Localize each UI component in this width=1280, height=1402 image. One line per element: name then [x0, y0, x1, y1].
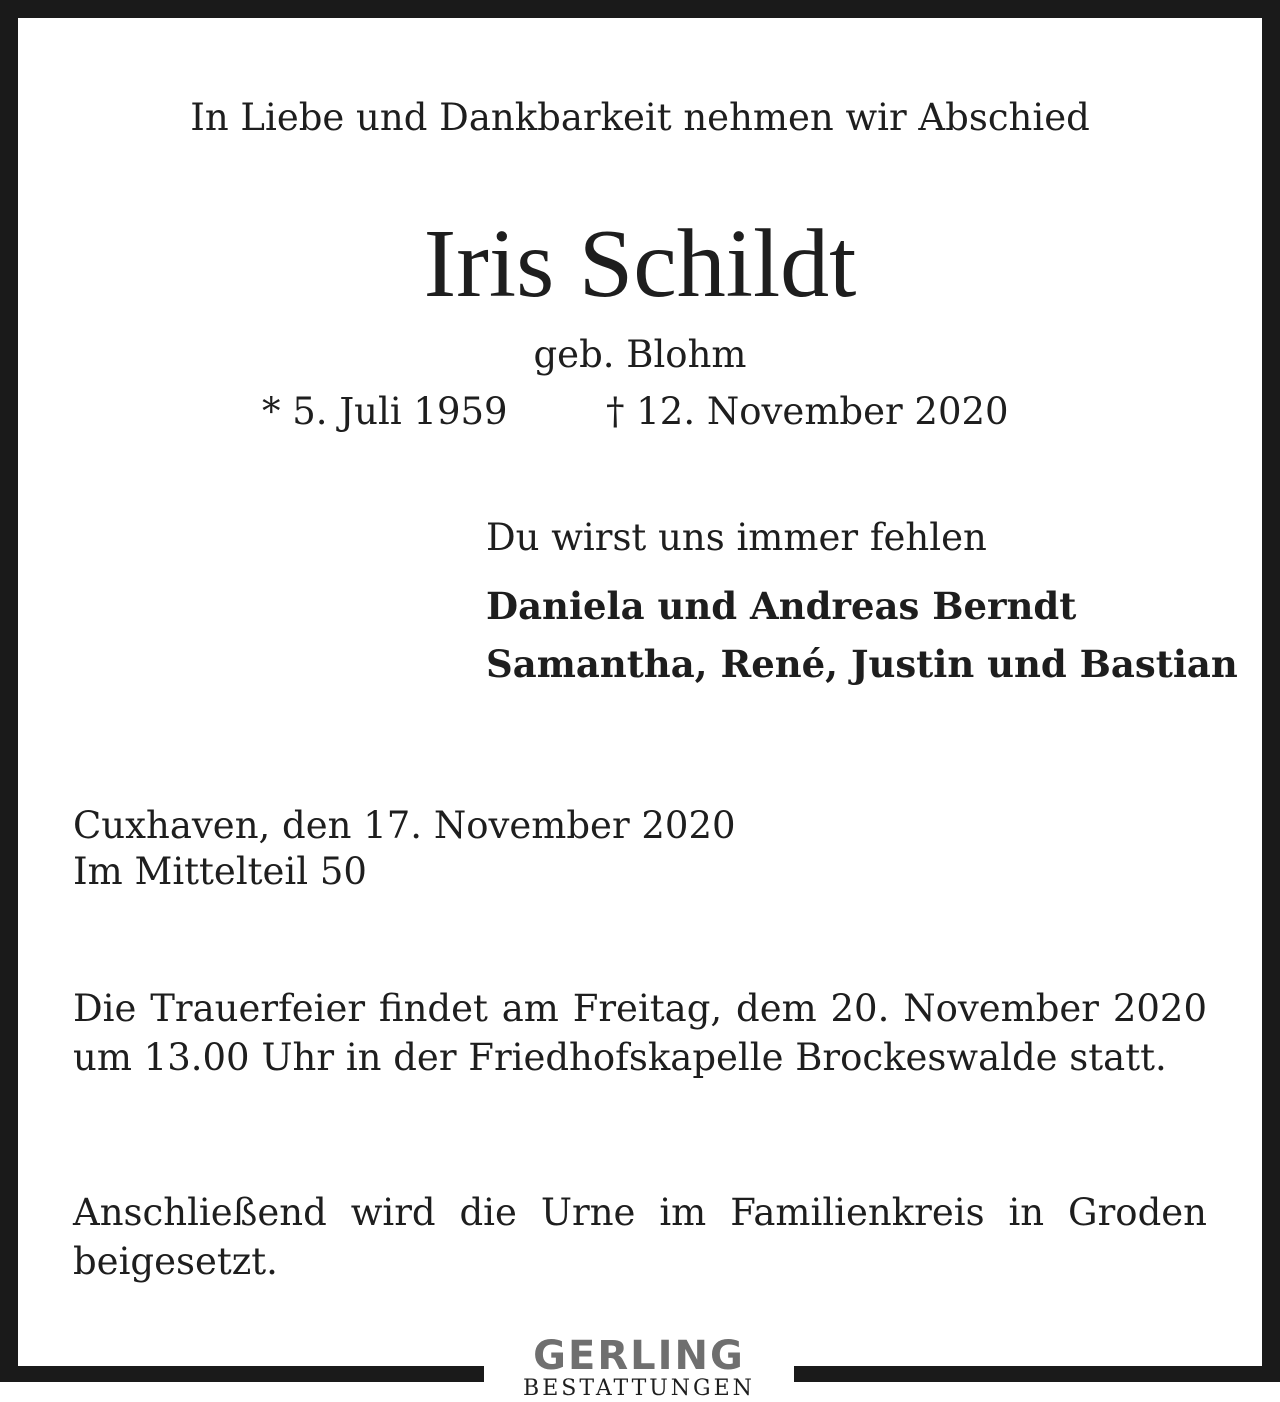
funeral-notice: Die Trauerfeier findet am Freitag, dem 20. November 2020 um 13.00 Uhr in der Friedhofskapelle Brockeswalde statt.	[73, 987, 1207, 1079]
death-date: † 12. November 2020	[606, 390, 1009, 433]
funeral-home-logo	[484, 1333, 794, 1402]
logo-name: GERLING	[533, 1333, 745, 1379]
urn-notice: Anschließend wird die Urne im Familienkreis in Groden beigesetzt.	[73, 1191, 1207, 1283]
border-top	[0, 0, 1280, 18]
logo-subtitle: BESTATTUNGEN	[523, 1376, 755, 1401]
birth-date: * 5. Juli 1959	[262, 390, 508, 433]
address: Im Mittelteil 50	[73, 850, 367, 893]
place-date: Cuxhaven, den 17. November 2020	[73, 804, 736, 847]
border-bottom-right	[794, 1366, 1280, 1382]
mourner-line: Samantha, René, Justin und Bastian	[486, 642, 1238, 686]
quote-text: Du wirst uns immer fehlen	[486, 516, 987, 559]
intro-text: In Liebe und Dankbarkeit nehmen wir Abschied	[190, 96, 1090, 139]
mourner-line: Daniela und Andreas Berndt	[486, 584, 1077, 628]
deceased-name: Iris Schildt	[423, 210, 857, 318]
border-bottom-left	[0, 1366, 484, 1382]
maiden-name: geb. Blohm	[533, 333, 747, 376]
